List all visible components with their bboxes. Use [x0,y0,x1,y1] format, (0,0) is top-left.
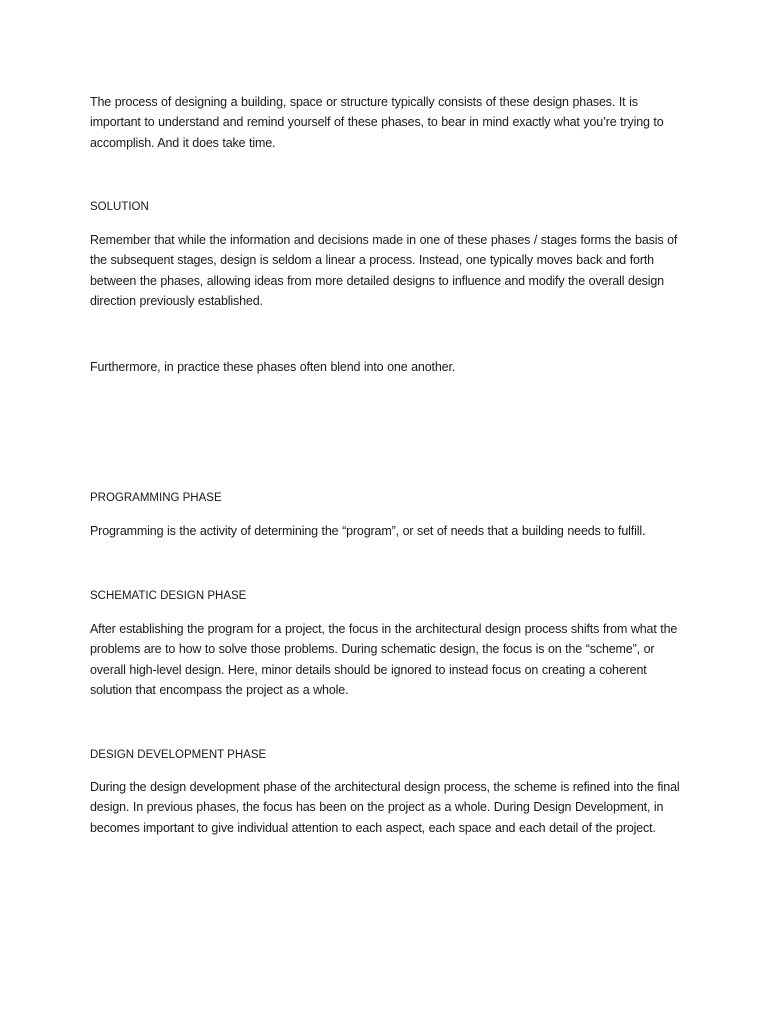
schematic-design-phase-paragraph: After establishing the program for a project, the focus in the architectural design process shifts from what the problems are to how to solve those problems. During schematic design, the focus is on the “scheme”, or overall high-level design. Here, minor details should be ignored to instead focus on creating a coherent solution that encompass the project as a whole. [90,622,678,697]
solution-paragraph: Remember that while the information and decisions made in one of these phases / stages forms the basis of the subsequent stages, design is seldom a linear a process. Instead, one typically moves back and forth between the phases, allowing ideas from more detailed designs to influence and modify the overall design direction previously established. [90,233,678,308]
solution-followup-paragraph: Furthermore, in practice these phases often blend into one another. [90,360,456,374]
programming-phase-heading: PROGRAMMING PHASE [90,492,222,504]
solution-heading: SOLUTION [90,201,149,213]
design-development-phase-paragraph: During the design development phase of the architectural design process, the scheme is refined into the final design. In previous phases, the focus has been on the project as a whole. During Design Development, in becomes important to give individual attention to each aspect, each space and each detail of the project. [90,780,680,835]
intro-paragraph: The process of designing a building, space or structure typically consists of these design phases. It is important to understand and remind yourself of these phases, to bear in mind exactly what you’re trying to accomplish. And it does take time. [90,95,664,150]
design-development-phase-heading: DESIGN DEVELOPMENT PHASE [90,749,267,761]
programming-phase-paragraph: Programming is the activity of determining the “program”, or set of needs that a building needs to fulfill. [90,524,646,538]
schematic-design-phase-heading: SCHEMATIC DESIGN PHASE [90,590,247,602]
